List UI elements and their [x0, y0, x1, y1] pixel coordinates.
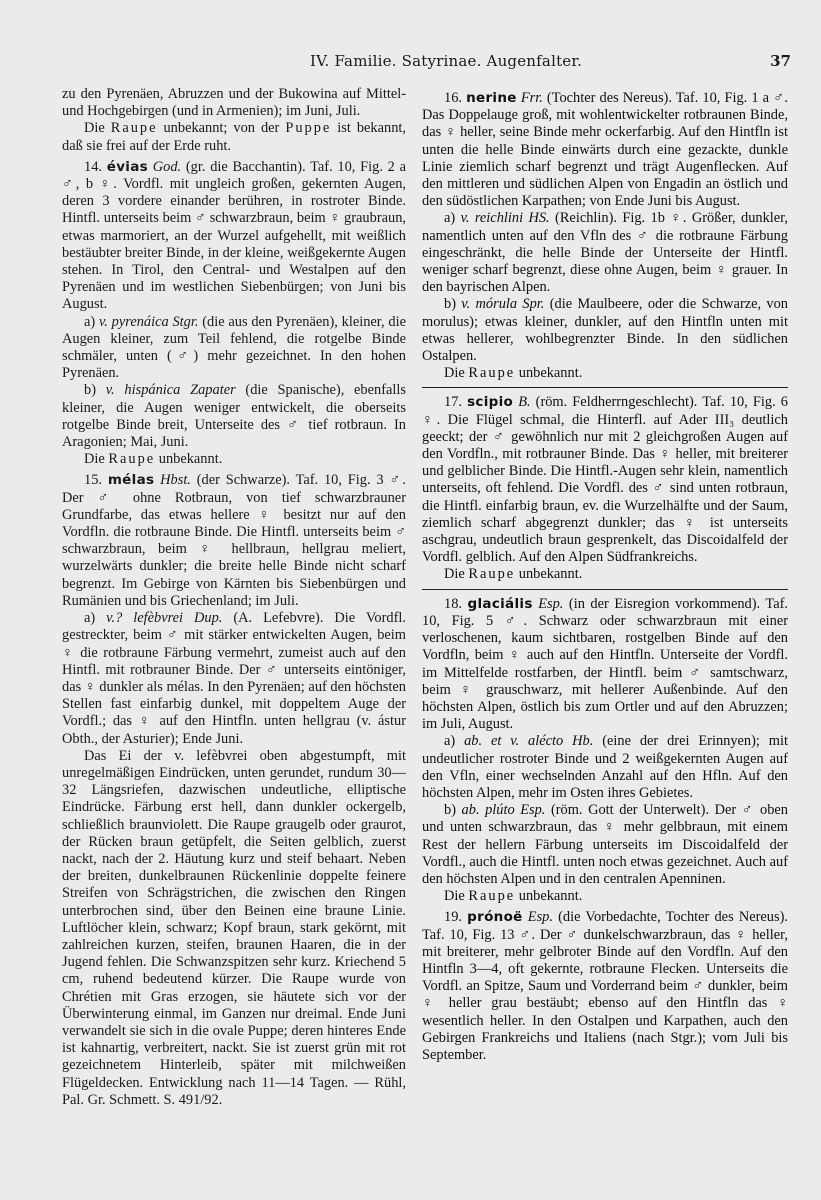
spaced-word: Raupe — [110, 120, 158, 137]
species-name: nerine — [466, 90, 517, 106]
spaced-word: Raupe — [468, 365, 516, 382]
variety-description: (Reichlin). Fig. 1b ♀. Größer, dunkler, namentlich unten auf den Vfln des ♂ die rotbraune Färbung eingeschränkt, die helle Binde der Unterseite der Hintfl. weniger scharf begrenzt, diese ohne Augen, beim ♀ grauer. In den bayrischen Alpen. — [422, 210, 788, 296]
paragraph-text: zu den Pyrenäen, Abruzzen und der Bukowina auf Mittel- und Hochgebirgen (und in Armenien); im Juni, Juli. — [62, 86, 406, 120]
variety-label: a) — [444, 733, 465, 750]
species-description: (in der Eisregion vorkommend). Taf. 10, Fig. 5 ♂. Schwarz oder schwarzbraun mit einer verloschenen, kaum sichtbaren, rostgelben Binde auf den Vordfln, beim ♀ auch auf den Hintfln. Unterseite der Vordfl. im Mittelfelde rostfarben, der Hintfl. beim ♂ samtschwarz, beim ♀ grauschwarz, mit hellerer Außenbinde. Auf den höchsten Alpen, östlich bis zum Ortler und auf den Abruzzen; im Juli, August. — [422, 595, 788, 733]
species-name: évias — [106, 158, 148, 175]
variety-entry — [62, 314, 406, 383]
variety-entry — [62, 382, 406, 451]
paragraph — [62, 86, 406, 120]
right-column — [422, 86, 788, 1064]
species-entry — [62, 159, 406, 314]
species-description: (Tochter des Nereus). Taf. 10, Fig. 1 a ♂. Das Doppelauge groß, mit wohlentwickelter rotbraunen Binde, das ♀ heller, seine Binde mehr ockerfarbig. Auf den Hintfln ist unten die helle Binde einwärts durch eine gezackte, dunkle Linie ziemlich scharf begrenzt und trägt Augenflecken. Auf den mittleren und südlichen Alpen von Engadin an östlich und den südöstlichen Karpathen; von Ende Juni bis August. — [422, 90, 788, 210]
variety-label: b) — [444, 296, 462, 313]
left-column — [62, 86, 406, 1109]
species-author: God. — [152, 158, 182, 175]
species-author: Esp. — [538, 595, 564, 612]
variety-description: (die Spanische), ebenfalls kleiner, die Augen weniger entwickelt, die oberseits rotgelbe Binde breit, Unterseite des ♂ tief rotbraun. In Aragonien; Mai, Juni. — [62, 382, 406, 451]
spaced-word: Raupe — [468, 888, 516, 905]
note-text: Die — [444, 365, 469, 382]
note-text: ist bekannt, daß sie frei auf der Erde ruht. — [62, 120, 406, 154]
note-text: unbekannt; von der — [157, 120, 286, 137]
species-description: (röm. Feldherrngeschlecht). Taf. 10, Fig. 6 ♀. Die Flügel schmal, die Hinterfl. auf Ader III₃ deutlich geeckt; der ♂ gewöhnlich nur mit 2 gleichgroßen Augen auf den Vordfln., mit rotbrauner Binde. Das ♀ heller, mit breiterer und gelblicher Binde. Die Hintfl.-Augen sehr klein, namentlich unterseits, oft fehlend. Die Vordfl. des ♂ sind unten rotbraun, die Hintfl. einfarbig braun, ev. die Wurzelhälfte und der Saum, ziemlich scharf abgegrenzt dunkler; das ♀ ist unterseits aschgrau, undeutlich braun gesprenkelt, das Discoidalfeld der Vordfl. gelblich. Auf den Alpen Südfrankreichs. — [422, 394, 788, 566]
variety-label: a) — [444, 210, 461, 227]
section-divider — [422, 387, 788, 388]
species-author: B. — [518, 394, 531, 411]
species-name: glaciális — [467, 595, 533, 612]
variety-name: ab. plúto Esp. — [461, 802, 546, 819]
paragraph-text: Das Ei der v. lefèbvrei oben abgestumpft, mit unregelmäßigen Eindrücken, unten gerundet, rundum 30—32 Längsriefen, dazwischen undeutliche, elliptische Eindrücke. Färbung erst hell, dann dunkler ockergelb, schließlich braunviolett. Die Raupe graugelb oder graurot, der Rücken braun getüpfelt, die Seiten gelblich, zuerst nackt, nach der 2. Häutung kurz und steif behaart. Neben der breiten, dunkelbraunen Rückenlinie doppelte feinere Streifen von Schrägstrichen, die zwischen den Ringen unterbrochen sind, über den Beinen eine braune Linie. Luftlöcher klein, schwarz; Kopf braun, stark gekörnt, mit zahlreichen kurzen, steifen, braunen Haaren, die in der Jugend fehlen. Die Schwanzspitzen sehr kurz. Kriechend 5 cm, ruhend bedeutend kürzer. Die Raupe wurde von Chrétien mit Gras erzogen, sie häutete sich vor der Überwinterung einmal, im Ganzen nur dreimal. Ende Juni verwandelt sie sich in die ovale Puppe; deren hinteres Ende ist kahnartig, verbreitert, nackt. Sie ist zuerst grün mit rot gezeichnetem Hinterleib, später mit milchweißen Flügeldecken. Entwicklung nach 11—14 Tagen. — Rühl, Pal. Gr. Schmett. S. 491/92. — [62, 747, 406, 1108]
note-text: unbekannt. — [515, 365, 583, 382]
caterpillar-note — [62, 120, 406, 154]
note-text: unbekannt. — [155, 451, 223, 468]
species-entry — [422, 596, 788, 734]
species-number: 19. — [444, 909, 462, 926]
variety-description: (eine der drei Erinnyen); mit undeutlicher rostroter Binde und 2 weißgekernten Augen auf den Vfln, einer wechselnden Anzahl auf den Hfln. Auf den höchsten Alpen, mehr im Osten ihres Gebietes. — [422, 733, 788, 801]
variety-description: (die Maulbeere, oder die Schwarze, von morulus); etwas kleiner, dunkler, auf den Hintfln unten mit etwas hellerer, wohlbegrenzter Binde. In den südlichen Ostalpen. — [422, 296, 788, 365]
caterpillar-note — [62, 451, 406, 468]
variety-label: b) — [444, 802, 462, 819]
species-author: Esp. — [527, 909, 553, 926]
variety-name: v.? lefèbvrei Dup. — [106, 610, 223, 627]
variety-entry — [422, 802, 788, 888]
spaced-word: Raupe — [108, 451, 156, 468]
variety-label: a) — [84, 313, 99, 330]
note-text: Die — [444, 566, 469, 583]
species-name: mélas — [107, 472, 155, 489]
note-text: unbekannt. — [515, 566, 583, 583]
variety-entry — [422, 296, 788, 365]
variety-name: v. mórula Spr. — [461, 296, 545, 313]
species-description: (die Vorbedachte, Tochter des Nereus). Taf. 10, Fig. 13 ♂. Der ♂ dunkelschwarzbraun, das ♀ heller, mit breiterer, mehr gelbroter Binde auf den Vordfln. Auf den Hintfln 3—4, oft gekernte, rotbraune Flecken. Unterseits die Vordfl. an Spitze, Saum und Vorderrand beim ♂ dunkler, beim ♀ heller grau bestäubt; ebenso auf den Hintfln das ♀ wesentlich heller. In den Ostalpen und Karpathen, auch den Gebirgen Frankreichs und Italiens (nach Stgr.); vom Juli bis September. — [422, 909, 788, 1063]
variety-entry — [422, 210, 788, 296]
species-number: 18. — [444, 595, 462, 612]
species-entry — [422, 394, 788, 566]
variety-description: (röm. Gott der Unterwelt). Der ♂ oben und unten schwarzbraun, das ♀ mehr gelbbraun, mit einem Rest der hellern Färbung unterseits im Discoidalfeld der Vordfl., auch die Hintfl. unten noch etwas gezeichnet. Auch auf den höchsten Alpen und in den centralen Apenninen. — [422, 802, 789, 887]
running-header — [0, 52, 821, 76]
note-text: Die — [84, 451, 109, 468]
species-description: (der Schwarze). Taf. 10, Fig. 3 ♂. Der ♂ ohne Rotbraun, von tief schwarzbrauner Grundfarbe, das etwas hellere ♀ besitzt nur auf den Vordfln. die rotbraune Binde. Die Hintfl. unterseits beim ♂ schwarzbraun, beim ♀ hellbraun, hellgrau meliert, wurzelwärts dunkler; die breite helle Binde nicht scharf begrenzt. Im Gebirge von Kärnten bis Siebenbürgen und Rumänien und bis Griechenland; im Juli. — [62, 472, 406, 609]
section-divider — [422, 589, 788, 590]
spaced-word: Raupe — [468, 566, 516, 583]
variety-name: ab. et v. alécto Hb. — [464, 733, 594, 750]
species-entry — [422, 90, 788, 210]
species-description: (gr. die Bacchantin). Taf. 10, Fig. 2 a ♂, b ♀. Vordfl. mit ungleich großen, gekernten Augen, deren 3 vordere einander berühren, in rostroter Binde. Hintfl. unterseits beim ♂ schwarzbraun, beim ♀ graubraun, etwas marmoriert, an der Wurzel aufgehellt, mit weißlich bestäubter breiter Binde, in der kleine, weißgekernte Augen stehen. In Tirol, den Central- und Westalpen auf den Pyrenäen und im westlichen Siebenbürgen; von Juni bis August. — [62, 158, 406, 313]
species-entry — [422, 909, 788, 1064]
header-title: IV. Familie. Satyrinae. Augenfalter. — [310, 52, 583, 70]
species-author: Hbst. — [160, 472, 191, 489]
species-name: prónoë — [467, 909, 523, 926]
caterpillar-note — [422, 888, 788, 905]
note-text: unbekannt. — [515, 888, 583, 905]
variety-label: a) — [84, 610, 107, 627]
variety-description: (A. Lefebvre). Die Vordfl. gestreckter, beim ♂ mit stärker entwickelten Augen, beim ♀ die rotbraune Färbung vermehrt, zumeist auch auf den Hintfl. mit rotbrauner Binde. Der ♂ unterseits eintöniger, das ♀ dunkler als mélas. In den Pyrenäen; auf den höchsten Stellen fast einfarbig dunkel, mit doppeltem Auge der Vordfl.; das ♀ auf den Hintfln. unten hellgrau (v. ástur Obth., der Asturier); Ende Juni. — [62, 610, 406, 747]
species-number: 16. — [444, 90, 462, 106]
variety-label: b) — [84, 382, 106, 399]
species-number: 17. — [444, 394, 462, 411]
variety-name: v. reichlini HS. — [460, 210, 550, 227]
variety-entry — [62, 610, 406, 748]
variety-name: v. hispánica Zapater — [105, 382, 236, 399]
spaced-word: Puppe — [285, 120, 332, 137]
species-author: Frr. — [520, 90, 543, 106]
variety-description: (die aus den Pyrenäen), kleiner, die Augen kleiner, zum Teil fehlend, die rotgelbe Binde schmäler, unten (♂) mehr gezeichnet. In den hohen Pyrenäen. — [62, 313, 406, 382]
variety-name: v. pyrenáica Stgr. — [98, 313, 199, 330]
caterpillar-note — [422, 566, 788, 583]
species-number: 14. — [84, 158, 102, 175]
paragraph — [62, 748, 406, 1109]
species-number: 15. — [84, 472, 102, 489]
page-number: 37 — [770, 52, 791, 70]
note-text: Die — [444, 888, 469, 905]
variety-entry — [422, 733, 788, 802]
species-entry — [62, 472, 406, 610]
caterpillar-note — [422, 365, 788, 382]
note-text: Die — [84, 120, 111, 137]
species-name: scipio — [467, 394, 514, 411]
